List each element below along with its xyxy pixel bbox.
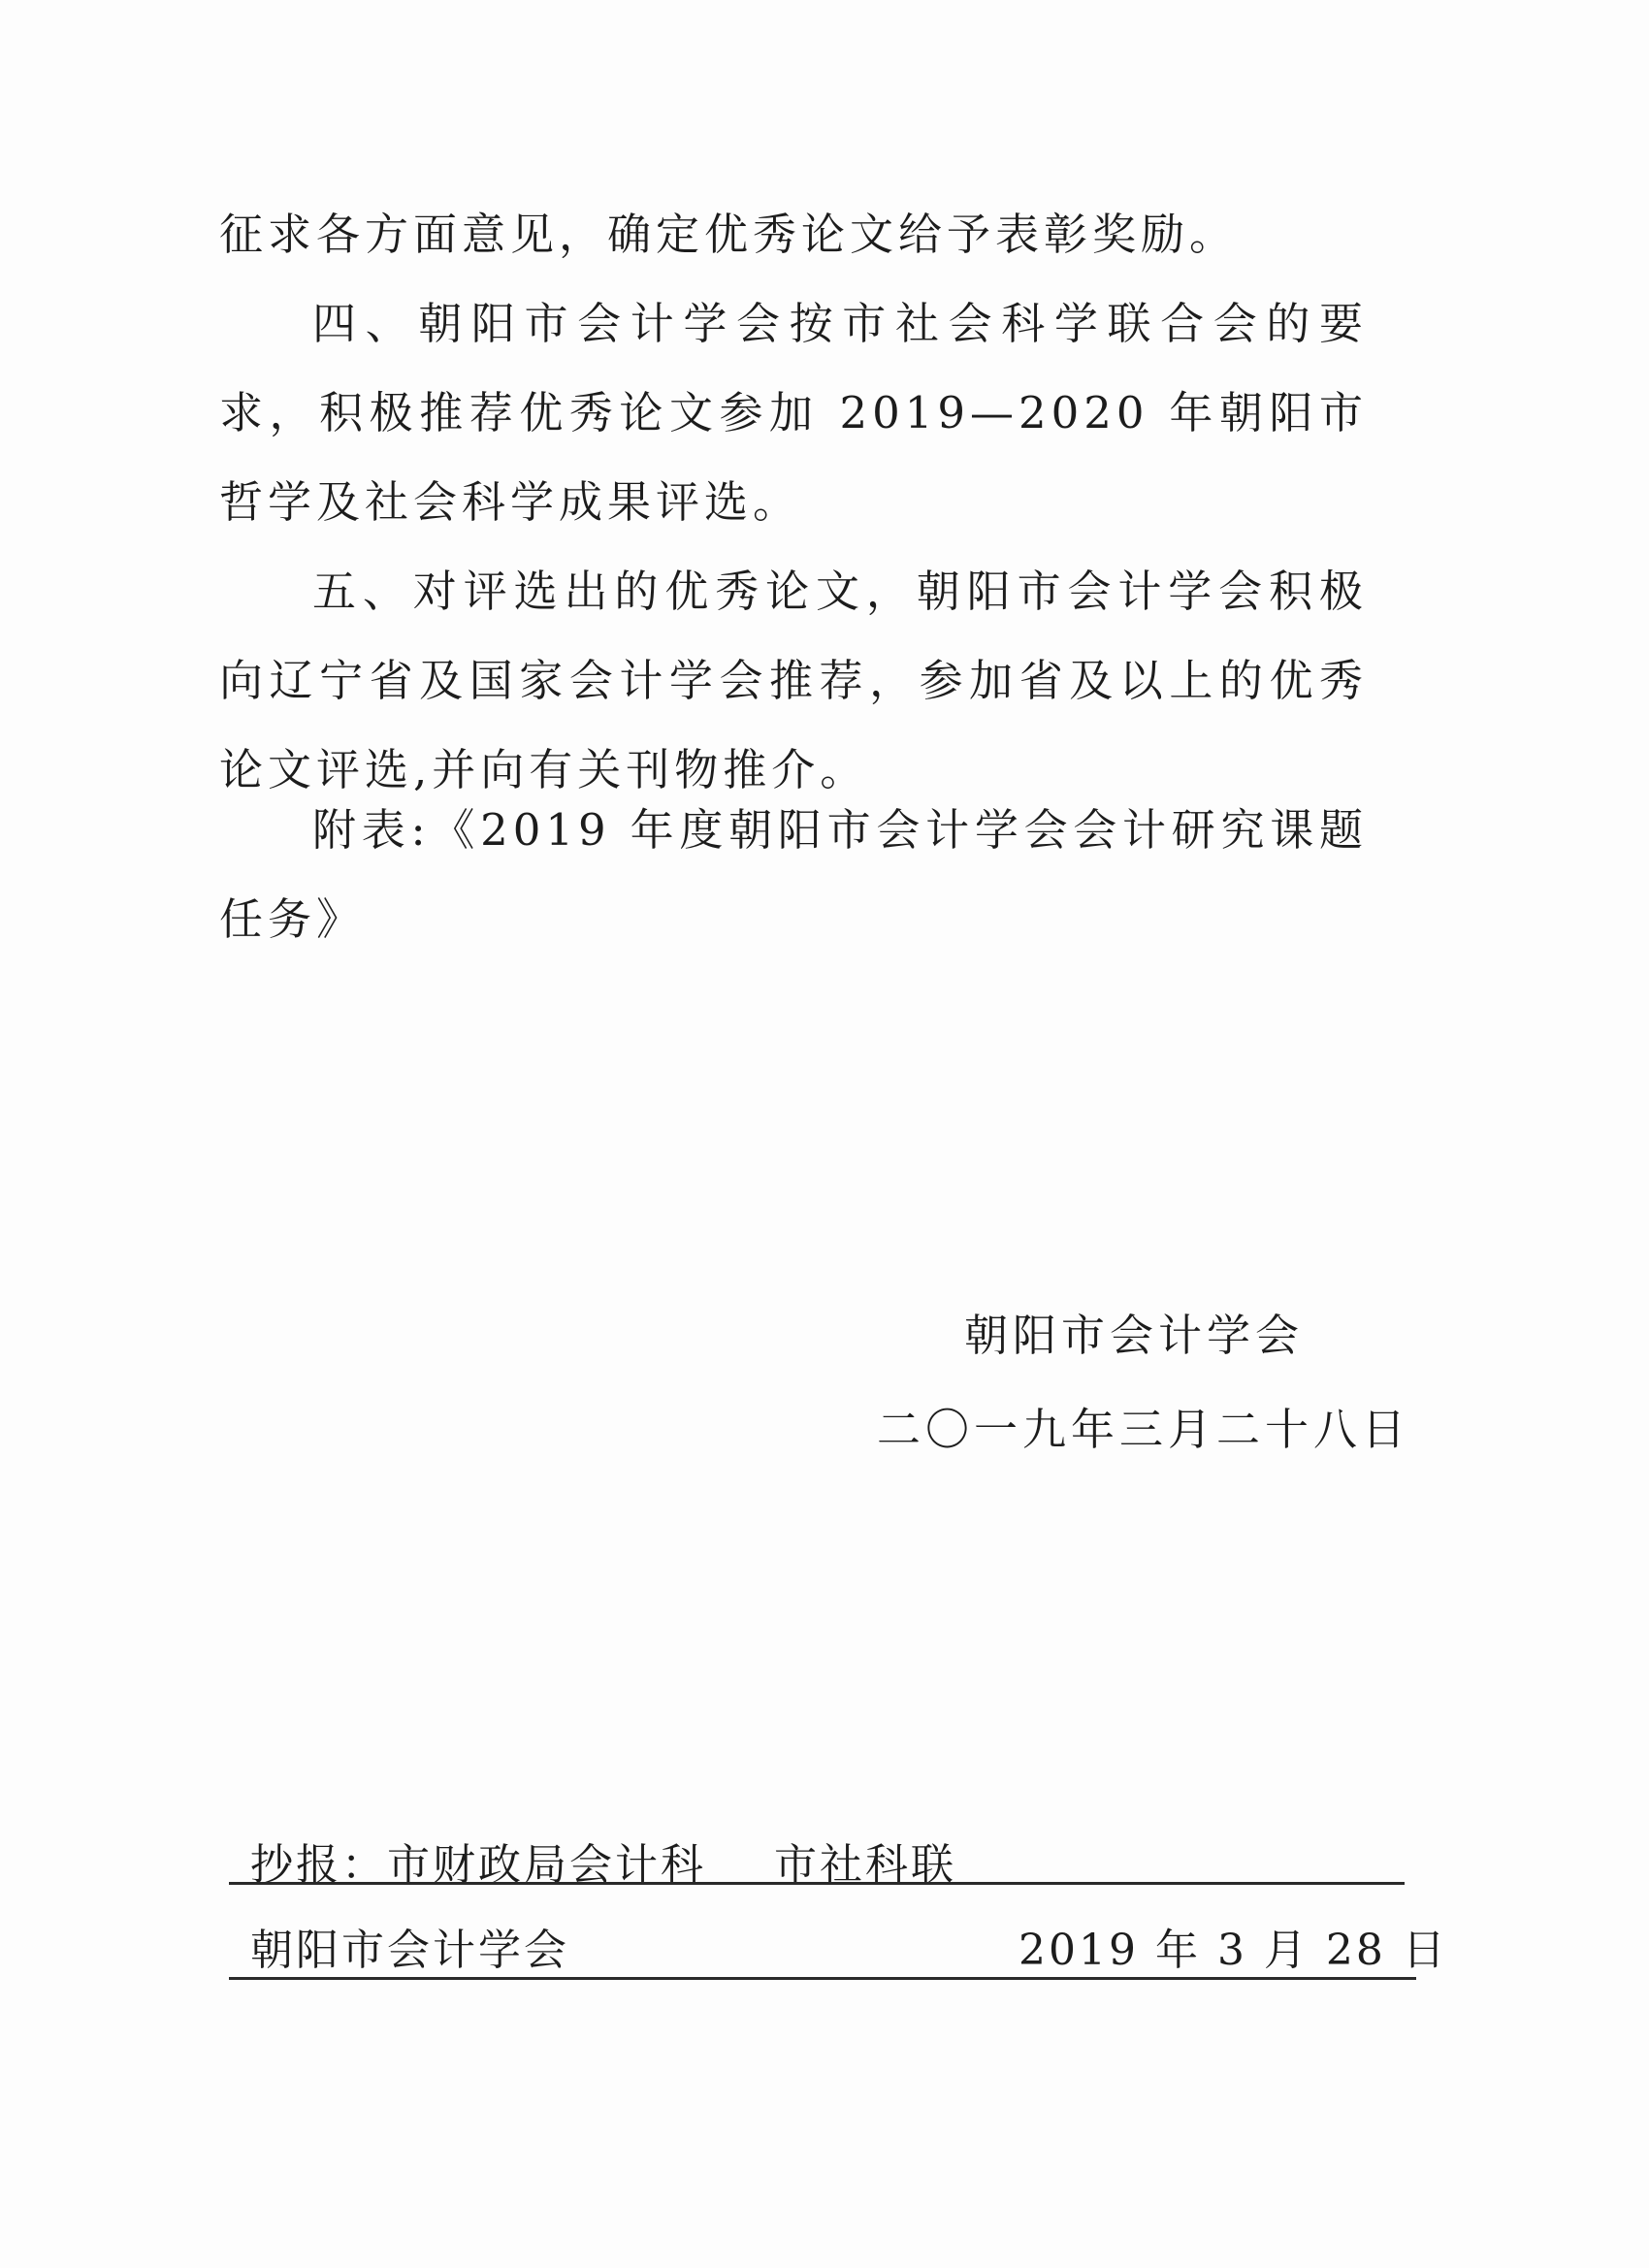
footer-issuer: 朝阳市会计学会	[250, 1926, 569, 1975]
footer-divider-bottom	[229, 1977, 1416, 1980]
paragraph-item-five: 五、对评选出的优秀论文，朝阳市会计学会积极向辽宁省及国家会计学会推荐，参加省及以上的优秀论文评选,并向有关刊物推介。	[219, 566, 1368, 795]
signature-date: 二〇一九年三月二十八日	[877, 1404, 1411, 1455]
paragraph-item-four: 四、朝阳市会计学会按市社会科学联合会的要求，积极推荐优秀论文参加 2019—2020 年朝阳市哲学及社会科学成果评选。	[219, 298, 1368, 528]
cc-recipient-finance: 市财政局会计科	[387, 1840, 706, 1890]
attachment-note: 附表:《2019 年度朝阳市会计学会会计研究课题任务》	[219, 804, 1368, 945]
footer-divider-top	[229, 1882, 1405, 1885]
paragraph-continuation: 征求各方面意见，确定优秀论文给予表彰奖励。	[219, 209, 1239, 260]
cc-recipient-social-science: 市社科联	[774, 1840, 956, 1890]
cc-label: 抄报：	[250, 1840, 387, 1890]
signature-organization: 朝阳市会计学会	[964, 1310, 1305, 1361]
footer-issue-date: 2019 年 3 月 28 日	[1018, 1926, 1448, 1975]
